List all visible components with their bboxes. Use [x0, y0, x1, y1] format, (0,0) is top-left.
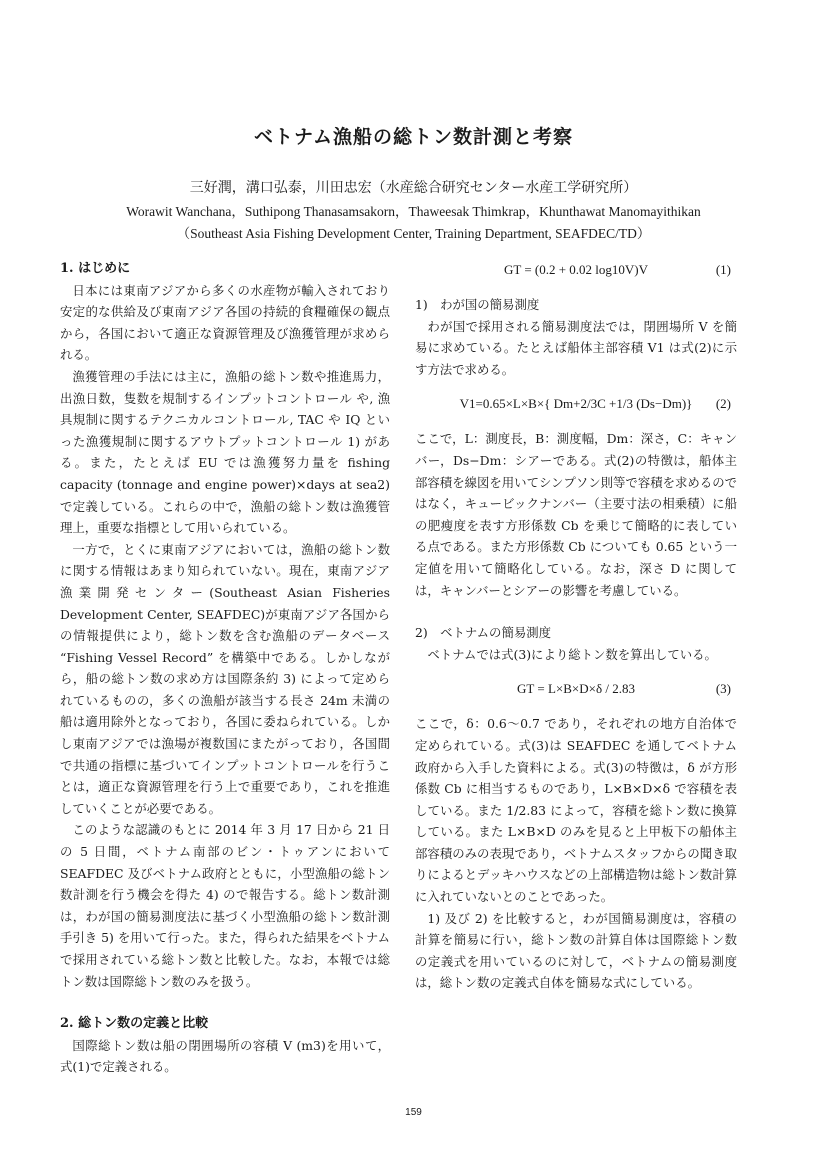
paper-title: ベトナム漁船の総トン数計測と考察: [253, 126, 574, 148]
right-column: [415, 258, 737, 994]
vietnam-paragraph-2: ここで，δ：0.6〜0.7 であり，それぞれの地方自治体で定められている。式(3)は SEAFDEC を通してベトナム政府から入手した資料による。式(3)の特徴は，δ が方形係数 Cb に相当するものであり，L×B×D×δ で容積を表している。また 1/2.83 によって，容積を総トン数に換算している。また L×B×D のみを見ると上甲板下の船体主部容積のみの表現であり，ベトナムスタッフからの聞き取りによるとデッキハウスなどの上部構造物は総トン数計算に入れていないとのことであった。: [415, 716, 737, 905]
section-heading-introduction: 1. はじめに: [60, 261, 131, 276]
equation-2-expression: V1=0.65×L×B×{ Dm+2/3C +1/3 (Ds−Dm)}: [459, 396, 693, 412]
affiliation-english: （Southeast Asia Fishing Development Center, Training Department, SEAFDEC/TD）: [176, 226, 651, 241]
equation-2-number: (2): [715, 396, 731, 412]
equation-3: [415, 677, 737, 701]
subsection-heading-vietnam: 2) ベトナムの簡易測度: [415, 625, 552, 641]
intro-paragraph-4: このような認識のもとに 2014 年 3 月 17 日から 21 日の 5 日間，ベトナム南部のビン・トゥアンにおいて SEAFDEC 及びベトナム政府とともに，小型漁船の総トン数計測を行う機会を得た 4) ので報告する。総トン数計測は，わが国の簡易測度法に基づく小型漁船の総トン数計測手引き 5) を用いて行った。また，得られた結果をベトナムで採用されている総トン数と比較した。なお，本報では総トン数は国際総トン数のみを扱う。: [60, 822, 390, 989]
subsection-heading-japan: 1) わが国の簡易測度: [415, 297, 540, 312]
equation-2: [415, 392, 737, 416]
equation-1-number: (1): [715, 262, 731, 277]
authors-english: Worawit Wanchana，Suthipong Thanasamsakorn，Thaweesak Thimkrap，Khunthawat Manomayithikan: [126, 204, 701, 219]
japan-paragraph-1: わが国で採用される簡易測度法では，閉囲場所 V を簡易に求めている。たとえば船体主部容積 V1 は式(2)に示す方法で求める。: [415, 318, 737, 377]
left-column: [60, 258, 390, 1078]
section-heading-gross-tonnage: 2. 総トン数の定義と比較: [60, 1016, 209, 1032]
authors-japanese: 三好潤，溝口弘泰，川田忠宏（水産総合研究センター水産工学研究所）: [189, 180, 638, 196]
equation-1-expression: GT = (0.2 + 0.02 log10V)V: [503, 262, 649, 277]
vietnam-paragraph-1: ベトナムでは式(3)により総トン数を算出している。: [427, 646, 717, 662]
japan-paragraph-2: ここで，L：測度長，B：測度幅，Dm：深さ，C：キャンバー，Ds−Dm：シアーである。式(2)の特徴は，船体主部容積を線図を用いてシンプソン則等で容積を求めるのではなく，キュービックナンバー（主要寸法の相乗積）に船の肥瘦度を表す方形係数 Cb を乗じて簡略的に表している点である。また方形係数 Cb についても 0.65 という一定値を用いて簡略化している。なお，深さ D に関しては，キャンバーとシアーの影響を考慮している。: [415, 431, 737, 598]
equation-3-expression: GT = L×B×D×δ / 2.83: [517, 681, 635, 697]
page-number: 159: [405, 1107, 422, 1118]
gross-tonnage-paragraph: 国際総トン数は船の閉囲場所の容積 V (m3)を用いて，式(1)で定義される。: [60, 1037, 390, 1075]
intro-paragraph-2: 漁獲管理の手法には主に，漁船の総トン数や推進馬力，出漁日数，隻数を規制するインプットコントロール や, 漁具規制に関するテクニカルコントロール, TAC や IQ といった漁獲規制に関するアウトプットコントロール 1) がある。また，たとえば EU では漁獲努力量を fishing capacity (tonnage and engine power)×days at sea2) で定義している。これらの中で，漁船の総トン数は漁獲管理上，重要な指標として用いられている。: [60, 368, 390, 536]
equation-3-number: (3): [715, 681, 731, 697]
intro-paragraph-3: 一方で，とくに東南アジアにおいては，漁船の総トン数に関する情報はあまり知られていない。現在，東南アジア漁業開発センター(Southeast Asian Fisheries Development Center, SEAFDEC)が東南アジア各国からの情報提供により，総トン数を含む漁船のデータベース “Fishing Vessel Record” を構築中である。しかしながら，船の総トン数の求め方は国際条約 3) によって定められているものの，多くの漁船が該当する長さ 24m 未満の船は適用除外となっており，各国に委ねられている。しかし東南アジアでは漁場が複数国にまたがっており，各国間で共通の指標に基づいてインプットコントロールを行うことは，適正な資源管理を行う上で重要であり，これを推進していくことが必要である。: [60, 541, 390, 816]
comparison-paragraph: 1) 及び 2) を比較すると，わが国簡易測度は，容積の計算を簡易に行い，総トン数の計算自体は国際総トン数の定義式を用いているのに対して，ベトナムの簡易測度は，総トン数の定義式自体を簡易な式にしている。: [415, 910, 737, 991]
intro-paragraph-1: 日本には東南アジアから多くの水産物が輸入されており安定的な供給及び東南アジア各国の持続的食糧確保の観点から，各国において適正な資源管理及び漁獲管理が求められる。: [60, 282, 390, 363]
equation-1: [415, 258, 737, 282]
